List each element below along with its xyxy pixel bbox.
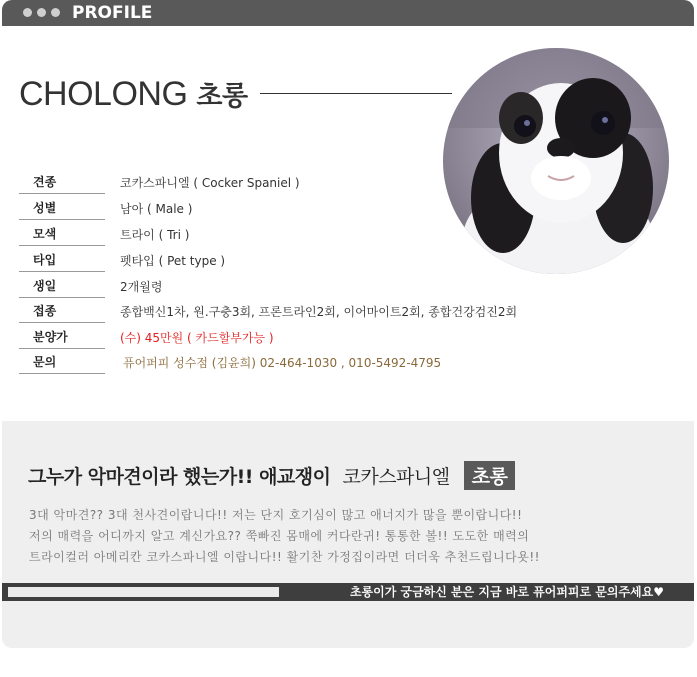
value-breed: 코카스파니엘 ( Cocker Spaniel )	[120, 176, 300, 190]
label-contact: 문의	[19, 350, 105, 374]
info-row-contact	[19, 350, 579, 375]
cta-bar-stripe	[8, 587, 279, 597]
intro-headline	[28, 461, 515, 490]
intro-panel	[2, 421, 694, 648]
info-row-type	[19, 248, 579, 273]
value-type: 펫타입 ( Pet type )	[120, 254, 226, 268]
label-color: 모색	[19, 222, 105, 246]
profile-card	[2, 0, 694, 648]
value-contact: 퓨어퍼피 성수점 (김윤희) 02-464-1030 , 010-5492-4795	[123, 356, 442, 370]
label-birthday: 생일	[19, 274, 105, 298]
dog-name-title	[19, 74, 248, 114]
label-type: 타입	[19, 248, 105, 272]
title-divider	[260, 93, 452, 94]
value-price: (수) 45만원 ( 카드할부가능 )	[120, 331, 274, 345]
dog-name-ko: 초롱	[196, 81, 248, 112]
info-row-breed	[19, 170, 579, 195]
intro-name-badge: 초롱	[464, 461, 516, 490]
value-sex: 남아 ( Male )	[120, 202, 193, 216]
label-vaccination: 접종	[19, 299, 105, 323]
info-row-vaccination	[19, 299, 579, 324]
intro-description	[29, 505, 669, 568]
info-row-sex	[19, 196, 579, 221]
intro-line: 3대 악마견?? 3대 천사견이랍니다!! 저는 단지 호기심이 많고 애너지가 많을 뿐이랍니다!!	[29, 508, 523, 522]
label-sex: 성별	[19, 196, 105, 220]
intro-line: 저의 매력을 어디까지 알고 계신가요?? 쭉빠진 몸매에 커다란귀! 통통한 볼!! 도도한 매력의	[29, 529, 530, 543]
dog-name-en: CHOLONG	[19, 75, 188, 113]
value-color: 트라이 ( Tri )	[120, 228, 190, 242]
info-row-color	[19, 222, 579, 247]
label-price: 분양가	[19, 325, 105, 349]
header-dots-icon	[23, 8, 60, 17]
profile-header-bar	[2, 0, 694, 26]
header-title: PROFILE	[72, 3, 153, 23]
cta-text: 초롱이가 궁금하신 분은 지금 바로 퓨어퍼피로 문의주세요♥	[349, 585, 664, 599]
label-breed: 견종	[19, 170, 105, 194]
value-vaccination: 종합백신1차, 원.구충3회, 프론트라인2회, 이어마이트2회, 종합건강검진2회	[120, 305, 518, 319]
intro-headline-text: 그누가 악마견이라 했는가!! 애교쟁이	[28, 466, 331, 488]
info-row-birthday	[19, 274, 579, 299]
intro-line: 트라이컬러 아메리칸 코카스파니엘 이랍니다!! 활기찬 가정집이라면 더더욱 추천드립니다욧!!	[29, 550, 540, 564]
info-row-price	[19, 325, 579, 350]
value-birthday: 2개월령	[120, 280, 163, 294]
intro-breed: 코카스파니엘	[342, 466, 450, 488]
cta-bar	[2, 583, 694, 601]
